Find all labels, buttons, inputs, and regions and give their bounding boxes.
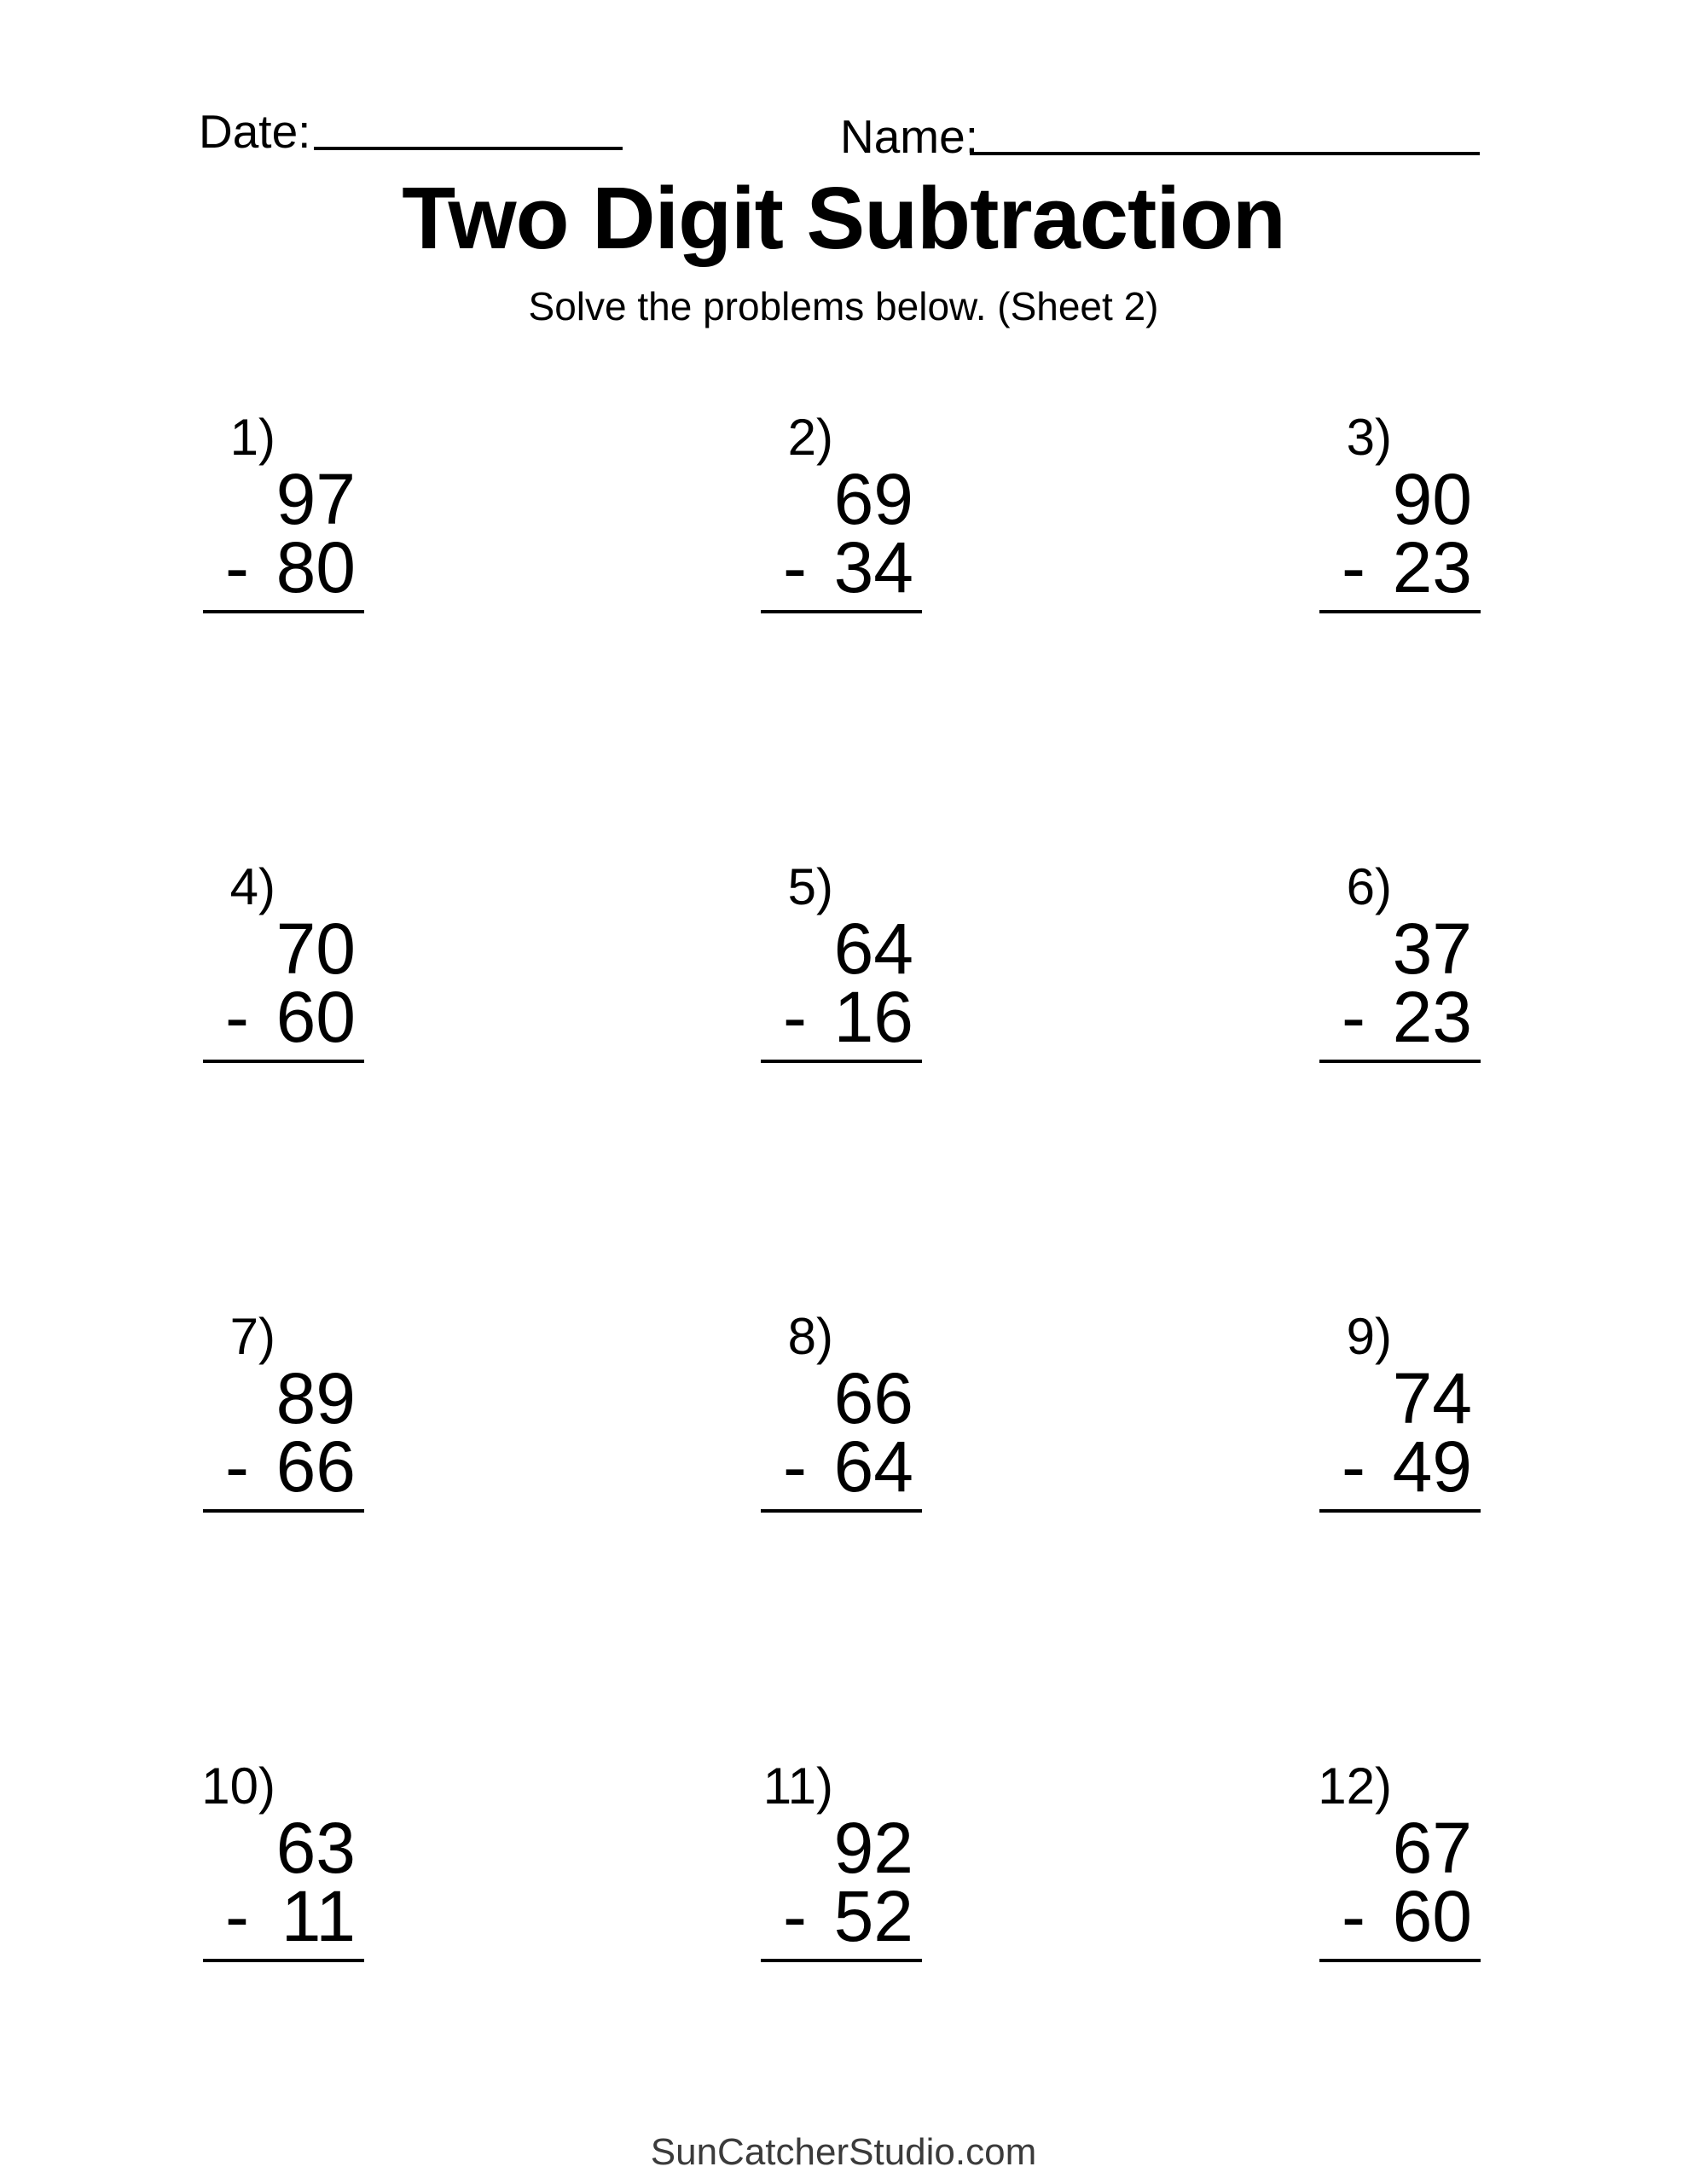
subtraction-row xyxy=(761,1426,922,1507)
problem-number: 9) xyxy=(1346,1308,1392,1365)
minus-sign: - xyxy=(1342,1876,1365,1956)
page-subtitle: Solve the problems below. (Sheet 2) xyxy=(528,284,1159,328)
subtraction-row xyxy=(203,1876,364,1956)
minus-sign: - xyxy=(783,977,807,1057)
problem-number: 11) xyxy=(762,1757,833,1815)
problem xyxy=(1319,1759,1481,1962)
minus-sign: - xyxy=(225,1876,249,1956)
problem xyxy=(1319,410,1481,613)
minuend: 67 xyxy=(1392,1808,1472,1888)
subtraction-row xyxy=(761,527,922,607)
minus-sign: - xyxy=(1342,977,1365,1057)
problem xyxy=(761,410,922,613)
subtrahend: 66 xyxy=(275,1426,356,1507)
problem xyxy=(761,860,922,1063)
minus-sign: - xyxy=(1342,1426,1365,1507)
subtraction-row xyxy=(1319,527,1481,607)
date-blank-line xyxy=(314,147,623,150)
subtrahend: 60 xyxy=(1392,1876,1472,1956)
subtraction-row xyxy=(761,1876,922,1956)
answer-line xyxy=(203,610,364,613)
subtraction-row xyxy=(761,977,922,1057)
problem-number: 12) xyxy=(1318,1757,1392,1815)
date-label: Date: xyxy=(199,105,311,158)
subtrahend: 11 xyxy=(281,1876,356,1956)
subtrahend: 80 xyxy=(275,527,356,607)
minuend: 97 xyxy=(275,459,356,539)
subtraction-row xyxy=(203,977,364,1057)
subtrahend: 49 xyxy=(1392,1426,1472,1507)
subtrahend: 16 xyxy=(833,977,913,1057)
problem-number: 7) xyxy=(229,1308,275,1365)
problem-number: 1) xyxy=(229,409,275,466)
problem xyxy=(761,1759,922,1962)
subtrahend: 60 xyxy=(275,977,356,1057)
subtraction-row xyxy=(1319,977,1481,1057)
subtrahend: 52 xyxy=(833,1876,913,1956)
problem xyxy=(1319,1310,1481,1513)
minuend: 89 xyxy=(275,1358,356,1438)
minuend: 63 xyxy=(275,1808,356,1888)
answer-line xyxy=(1319,1959,1481,1962)
minus-sign: - xyxy=(225,1426,249,1507)
problem-number: 6) xyxy=(1346,858,1392,915)
problem-number: 5) xyxy=(787,858,833,915)
minus-sign: - xyxy=(783,1426,807,1507)
name-label: Name: xyxy=(840,110,978,163)
answer-line xyxy=(1319,1060,1481,1063)
answer-line xyxy=(1319,1509,1481,1513)
answer-line xyxy=(761,1509,922,1513)
answer-line xyxy=(203,1060,364,1063)
problem-number: 3) xyxy=(1346,409,1392,466)
problem-number: 2) xyxy=(787,409,833,466)
minuend: 69 xyxy=(833,459,913,539)
subtrahend: 23 xyxy=(1392,977,1472,1057)
minuend: 70 xyxy=(275,909,356,989)
answer-line xyxy=(203,1509,364,1513)
minus-sign: - xyxy=(783,527,807,607)
answer-line xyxy=(1319,610,1481,613)
minuend: 92 xyxy=(833,1808,913,1888)
minus-sign: - xyxy=(1342,527,1365,607)
problem xyxy=(203,860,364,1063)
page-title: Two Digit Subtraction xyxy=(402,169,1285,267)
subtrahend: 64 xyxy=(833,1426,913,1507)
problem xyxy=(761,1310,922,1513)
problem-number: 4) xyxy=(229,858,275,915)
answer-line xyxy=(761,1060,922,1063)
problem xyxy=(1319,860,1481,1063)
minuend: 74 xyxy=(1392,1358,1472,1438)
name-blank-line xyxy=(970,152,1480,155)
subtraction-row xyxy=(1319,1426,1481,1507)
minus-sign: - xyxy=(225,527,249,607)
minuend: 90 xyxy=(1392,459,1472,539)
subtrahend: 23 xyxy=(1392,527,1472,607)
subtraction-row xyxy=(203,1426,364,1507)
problem-number: 10) xyxy=(201,1757,275,1815)
problem-number: 8) xyxy=(787,1308,833,1365)
problem xyxy=(203,410,364,613)
subtraction-row xyxy=(1319,1876,1481,1956)
answer-line xyxy=(761,610,922,613)
answer-line xyxy=(761,1959,922,1962)
answer-line xyxy=(203,1959,364,1962)
minuend: 66 xyxy=(833,1358,913,1438)
footer-credit: SunCatcherStudio.com xyxy=(650,2131,1037,2173)
subtrahend: 34 xyxy=(833,527,913,607)
minus-sign: - xyxy=(225,977,249,1057)
problem xyxy=(203,1310,364,1513)
minus-sign: - xyxy=(783,1876,807,1956)
problem xyxy=(203,1759,364,1962)
minuend: 64 xyxy=(833,909,913,989)
minuend: 37 xyxy=(1392,909,1472,989)
subtraction-row xyxy=(203,527,364,607)
